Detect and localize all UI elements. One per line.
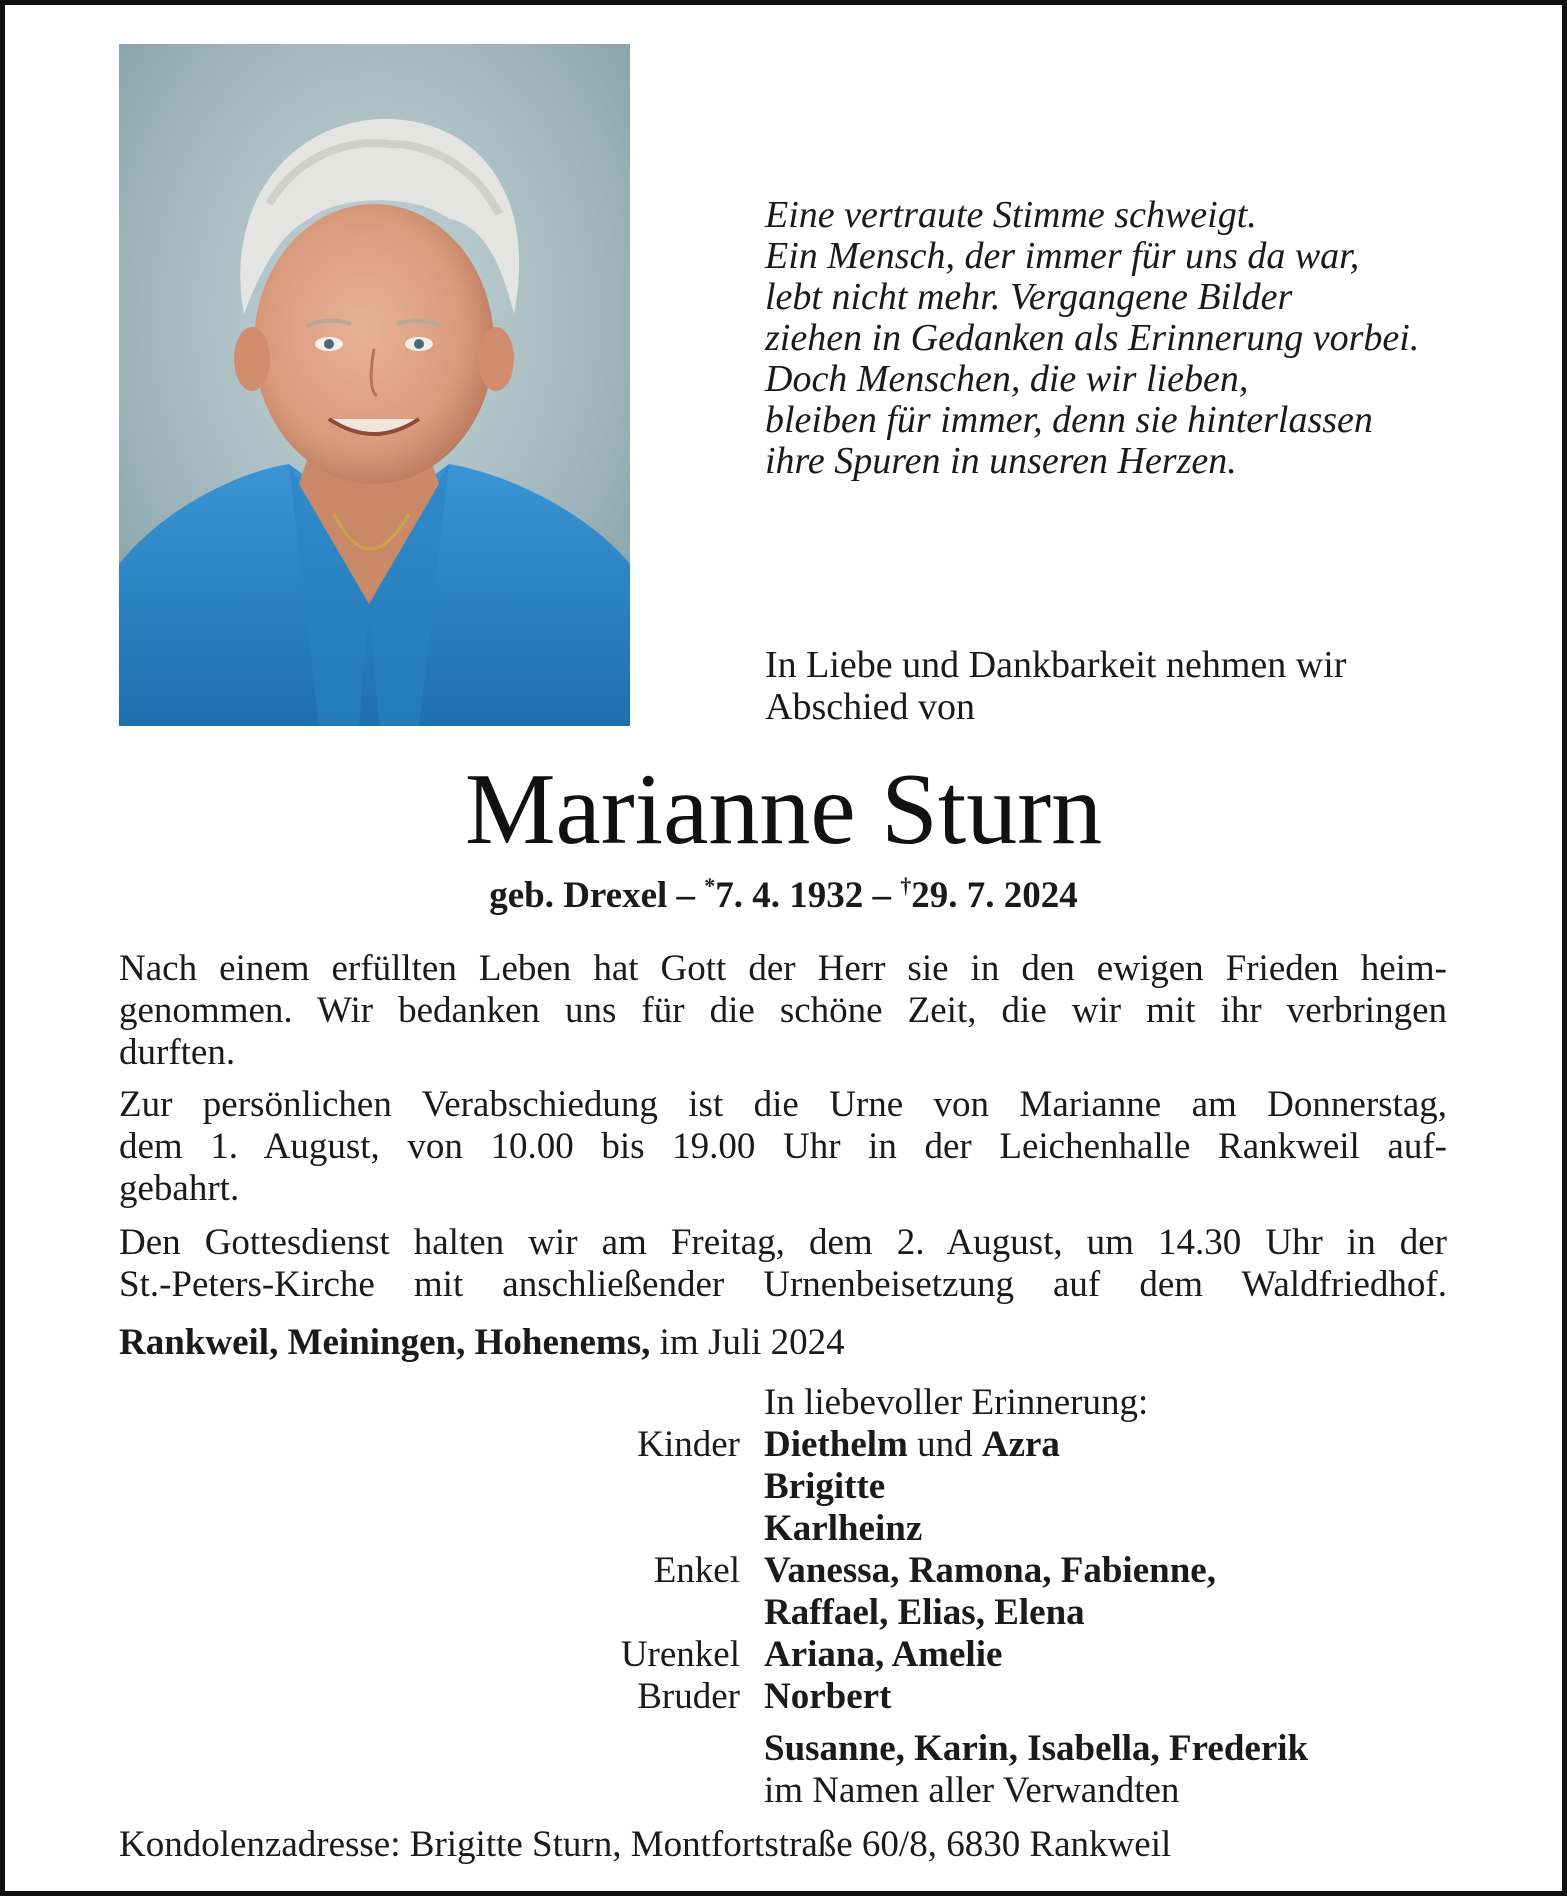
mourner-row — [560, 1592, 1460, 1634]
month-year: im Juli 2024 — [659, 1322, 845, 1363]
relation-label: Enkel — [653, 1550, 740, 1591]
mourner-row-kinder — [560, 1424, 1460, 1466]
poem-line: ziehen in Gedanken als Erinnerung vorbei. — [765, 317, 1420, 359]
birth-symbol: * — [704, 873, 716, 898]
poem-line: ihre Spuren in unseren Herzen. — [765, 440, 1237, 482]
poem-line: Ein Mensch, der immer für uns da war, — [765, 235, 1360, 277]
mourner-row — [560, 1728, 1460, 1770]
relatives-note: im Namen aller Verwandten — [764, 1770, 1180, 1811]
dash: – — [676, 875, 705, 916]
mourner-row-enkel — [560, 1550, 1460, 1592]
mourner-row — [560, 1770, 1460, 1812]
death-symbol: † — [900, 873, 912, 898]
mourner-row-bruder — [560, 1676, 1460, 1718]
farewell-text — [765, 644, 1455, 728]
mourner-name: Vanessa, Ramona, Fabienne, — [764, 1550, 1216, 1591]
text-line: genommen. Wir bedanken uns für die schöne Zeit, die wir mit ihr verbringen — [119, 990, 1447, 1031]
mourner-name: Norbert — [764, 1676, 892, 1717]
mourner-name: Ariana, Amelie — [764, 1634, 1003, 1675]
place-date — [119, 1322, 845, 1364]
mourner-row — [560, 1508, 1460, 1550]
towns: Rankweil, Meiningen, Hohenems, — [119, 1322, 651, 1363]
poem-line: Eine vertraute Stimme schweigt. — [765, 194, 1257, 236]
mourner-row — [560, 1466, 1460, 1508]
birth-date: 7. 4. 1932 — [715, 875, 864, 916]
paragraph-life — [119, 948, 1447, 1074]
text-line: Den Gottesdienst halten wir am Freitag, dem 2. August, um 14.30 Uhr in der — [119, 1222, 1447, 1263]
poem-line: lebt nicht mehr. Vergangene Bilder — [765, 276, 1293, 318]
text-line: gebahrt. — [119, 1168, 240, 1209]
mourner-name: Diethelm — [764, 1424, 908, 1465]
death-date: 29. 7. 2024 — [911, 875, 1078, 916]
maiden-name: geb. Drexel — [489, 875, 668, 916]
mourner-row-urenkel — [560, 1634, 1460, 1676]
condolence-address: Kondolenzadresse: Brigitte Sturn, Montfortstraße 60/8, 6830 Rankweil — [119, 1824, 1172, 1865]
poem-line: bleiben für immer, denn sie hinterlassen — [765, 399, 1373, 441]
mourner-name: Karlheinz — [764, 1508, 923, 1549]
deceased-name: Marianne Sturn — [464, 753, 1103, 866]
portrait-photo — [119, 44, 630, 726]
mourner-name: Brigitte — [764, 1466, 886, 1507]
relation-label: Bruder — [637, 1676, 740, 1717]
text-line: Nach einem erfüllten Leben hat Gott der Herr sie in den ewigen Frieden heim- — [119, 948, 1447, 989]
poem-line: Doch Menschen, die wir lieben, — [765, 358, 1249, 400]
farewell-line: Abschied von — [765, 686, 976, 728]
relation-label: Urenkel — [620, 1634, 740, 1675]
conjunction: und — [917, 1424, 973, 1465]
life-dates — [0, 874, 1567, 918]
text-line: dem 1. August, von 10.00 bis 19.00 Uhr in der Leichenhalle Rankweil auf- — [119, 1126, 1447, 1167]
mourner-name: Raffael, Elias, Elena — [764, 1592, 1085, 1633]
mourners-list — [560, 1382, 1460, 1812]
mourner-name: Azra — [981, 1424, 1060, 1465]
relation-label: Kinder — [637, 1424, 740, 1465]
text-line: St.-Peters-Kirche mit anschließender Urnenbeisetzung auf dem Waldfriedhof. — [119, 1264, 1447, 1305]
text-line: durften. — [119, 1032, 236, 1073]
mourners-heading: In liebevoller Erinnerung: — [764, 1382, 1149, 1423]
paragraph-viewing — [119, 1084, 1447, 1210]
dash: – — [872, 875, 901, 916]
farewell-line: In Liebe und Dankbarkeit nehmen wir — [765, 644, 1347, 686]
mourners-heading-row — [560, 1382, 1460, 1424]
text-line: Zur persönlichen Verabschiedung ist die Urne von Marianne am Donnerstag, — [119, 1084, 1447, 1125]
mourner-name: Susanne, Karin, Isabella, Frederik — [764, 1728, 1309, 1769]
paragraph-service — [119, 1222, 1447, 1306]
poem — [765, 195, 1465, 482]
